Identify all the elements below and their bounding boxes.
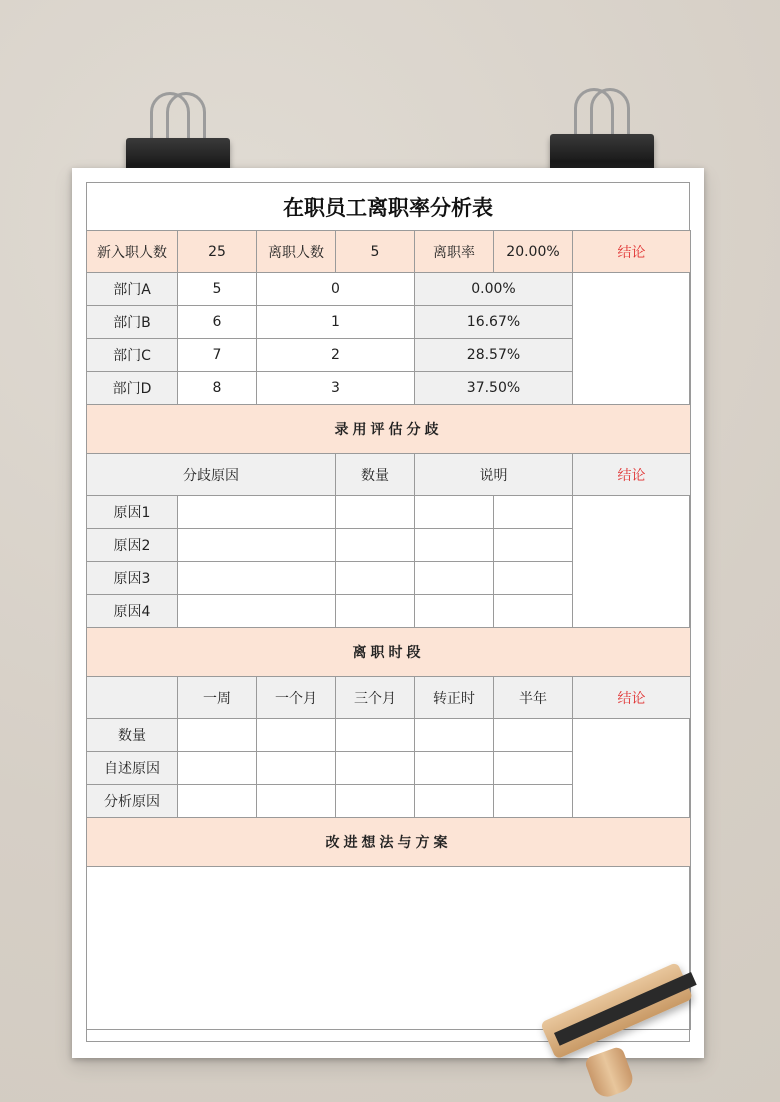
dept-hires[interactable]: 5 (178, 273, 257, 306)
header-description: 说明 (415, 454, 573, 496)
desc-input[interactable] (415, 496, 494, 529)
dept-hires[interactable]: 7 (178, 339, 257, 372)
period-input[interactable] (494, 752, 573, 785)
section-title-improvement: 改进想法与方案 (87, 818, 691, 867)
header-conclusion: 结论 (573, 677, 691, 719)
header-reason: 分歧原因 (87, 454, 336, 496)
dept-left[interactable]: 2 (257, 339, 415, 372)
period-input[interactable] (178, 785, 257, 818)
dept-rate: 37.50% (415, 372, 573, 405)
new-hires-value[interactable]: 25 (178, 231, 257, 273)
header-count: 数量 (336, 454, 415, 496)
turnover-rate-value[interactable]: 20.00% (494, 231, 573, 273)
section-title-disagreement: 录用评估分歧 (87, 405, 691, 454)
reason-input[interactable] (178, 595, 336, 628)
desc-input[interactable] (494, 529, 573, 562)
conclusion-cell[interactable] (573, 719, 691, 818)
period-input[interactable] (336, 719, 415, 752)
dept-name: 部门B (87, 306, 178, 339)
conclusion-cell[interactable] (573, 273, 691, 405)
dept-left[interactable]: 3 (257, 372, 415, 405)
dept-hires[interactable]: 8 (178, 372, 257, 405)
dept-rate: 0.00% (415, 273, 573, 306)
period-input[interactable] (336, 752, 415, 785)
desc-input[interactable] (494, 595, 573, 628)
new-hires-label: 新入职人数 (87, 231, 178, 273)
left-count-value[interactable]: 5 (336, 231, 415, 273)
form-title: 在职员工离职率分析表 (283, 196, 493, 220)
period-input[interactable] (257, 719, 336, 752)
period-header-blank (87, 677, 178, 719)
dept-rate: 16.67% (415, 306, 573, 339)
spreadsheet-form (86, 182, 690, 1042)
turnover-rate-label: 离职率 (415, 231, 494, 273)
period-input[interactable] (415, 719, 494, 752)
period-input[interactable] (178, 752, 257, 785)
period-header: 一个月 (257, 677, 336, 719)
reason-label: 原因2 (87, 529, 178, 562)
period-header: 转正时 (415, 677, 494, 719)
period-header: 三个月 (336, 677, 415, 719)
period-input[interactable] (415, 785, 494, 818)
reason-input[interactable] (178, 529, 336, 562)
period-header: 一周 (178, 677, 257, 719)
count-input[interactable] (336, 562, 415, 595)
period-row-label: 分析原因 (87, 785, 178, 818)
desc-input[interactable] (415, 529, 494, 562)
reason-input[interactable] (178, 496, 336, 529)
period-input[interactable] (494, 719, 573, 752)
period-row-label: 数量 (87, 719, 178, 752)
period-input[interactable] (494, 785, 573, 818)
dept-name: 部门C (87, 339, 178, 372)
stamp-knob (584, 1045, 637, 1100)
period-input[interactable] (336, 785, 415, 818)
reason-label: 原因3 (87, 562, 178, 595)
period-input[interactable] (257, 785, 336, 818)
period-row-label: 自述原因 (87, 752, 178, 785)
dept-left[interactable]: 1 (257, 306, 415, 339)
reason-label: 原因4 (87, 595, 178, 628)
dept-rate: 28.57% (415, 339, 573, 372)
count-input[interactable] (336, 595, 415, 628)
desc-input[interactable] (494, 562, 573, 595)
count-input[interactable] (336, 529, 415, 562)
conclusion-label: 结论 (573, 231, 691, 273)
header-conclusion: 结论 (573, 454, 691, 496)
dept-name: 部门D (87, 372, 178, 405)
left-count-label: 离职人数 (257, 231, 336, 273)
desc-input[interactable] (415, 595, 494, 628)
desc-input[interactable] (494, 496, 573, 529)
dept-name: 部门A (87, 273, 178, 306)
period-input[interactable] (178, 719, 257, 752)
desc-input[interactable] (415, 562, 494, 595)
summary-table (86, 230, 691, 1030)
count-input[interactable] (336, 496, 415, 529)
dept-left[interactable]: 0 (257, 273, 415, 306)
reason-label: 原因1 (87, 496, 178, 529)
period-header: 半年 (494, 677, 573, 719)
dept-hires[interactable]: 6 (178, 306, 257, 339)
period-input[interactable] (415, 752, 494, 785)
period-input[interactable] (257, 752, 336, 785)
wooden-stamp-decoration (540, 985, 720, 1095)
conclusion-cell[interactable] (573, 496, 691, 628)
reason-input[interactable] (178, 562, 336, 595)
section-title-period: 离职时段 (87, 628, 691, 677)
